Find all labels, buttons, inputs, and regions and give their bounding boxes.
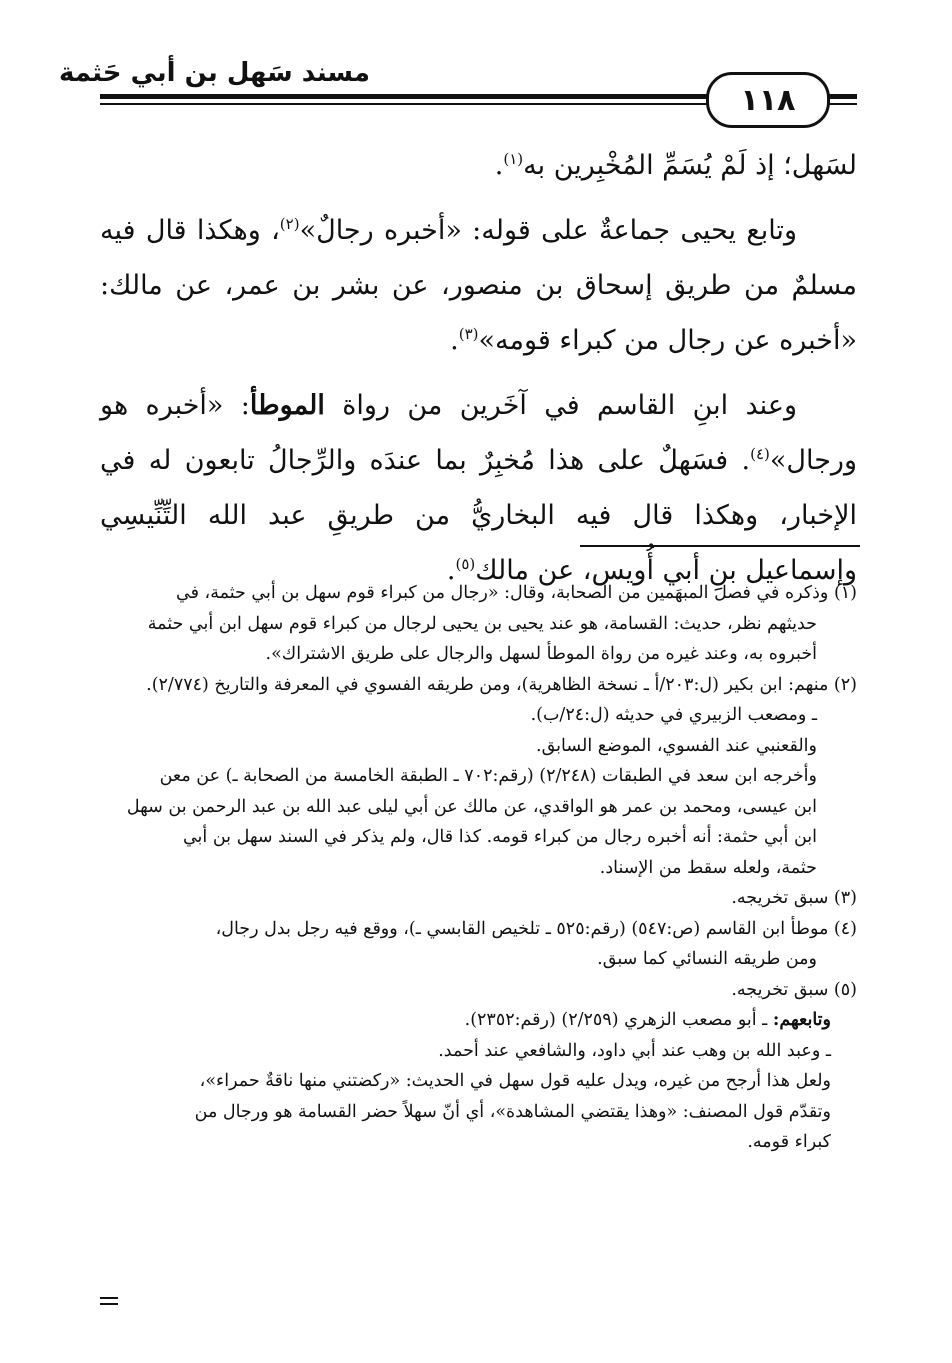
footnote-5-line-2: وتابعهم: ـ أبو مصعب الزهري (٢/٢٥٩) (رقم:٢٣٥٢). <box>464 1010 831 1030</box>
page-number-badge: ١١٨ <box>706 72 830 128</box>
footnote-5-line-3: ـ وعبد الله بن وهب عند أبي داود، والشافعي عند أحمد. <box>438 1040 831 1061</box>
footnote-3-line-1: (٣) سبق تخريجه. <box>731 888 857 908</box>
footnote-5-line-5: وتقدّم قول المصنف: «وهذا يقتضي المشاهدة»، أي أنّ سهلاً حضر القسامة هو ورجال من <box>194 1101 831 1122</box>
footnote-1-line-2: حديثهم نظر، حديث: القسامة، هو عند يحيى بن يحيى لرجال من كبراء قوم سهل ابن أبي حثمة <box>147 613 817 634</box>
footnote-5-line-6: كبراء قومه. <box>747 1132 831 1152</box>
footnote-2-line-3: والقعنبي عند الفسوي، الموضع السابق. <box>536 735 817 756</box>
footnote-ref-1[interactable]: (١) <box>503 150 524 168</box>
footnote-2-line-7: حثمة، ولعله سقط من الإسناد. <box>599 857 817 878</box>
footnote-1-line-3: أخبروه به، وعند غيره من رواة الموطأ لسهل والرجال على طريق الاشتراك». <box>265 644 817 664</box>
page-end-mark <box>100 1297 118 1305</box>
footnote-2-line-2: ـ ومصعب الزبيري في حديثه (ل:٢٤/ب). <box>530 705 817 725</box>
footnote-5-line-4: ولعل هذا أرجح من غيره، ويدل عليه قول سهل في الحديث: «ركضتني منها ناقةٌ حمراء»، <box>199 1071 831 1091</box>
footnotes <box>100 578 857 1158</box>
footnote-ref-4[interactable]: (٤) <box>750 445 770 463</box>
paragraph-1: لسَهل؛ إذ لَمْ يُسَمِّ المُخْبِرين به$^{(١)}$. <box>494 150 857 181</box>
footnote-ref-2[interactable]: (٢) <box>279 215 300 233</box>
footnote-ref-3[interactable]: (٣) <box>458 325 479 343</box>
muwatta-title: الموطأ <box>249 390 325 421</box>
footnote-4-line-2: ومن طريقه النسائي كما سبق. <box>597 949 817 969</box>
footnote-2-line-1: (٢) منهم: ابن بكير (ل:٢٠٣/أ ـ نسخة الظاهرية)، ومن طريقه الفسوي في المعرفة والتاريخ (٢/٧٧٤). <box>146 674 857 695</box>
footnote-ref-5[interactable]: (٥) <box>455 555 476 573</box>
running-header-title: مسند سَهل بن أبي حَثمة <box>58 58 370 88</box>
footnote-1-line-1: (١) وذكره في فصل المبهَمين من الصحابة، وقال: «رجال من كبراء قوم سهل بن أبي حثمة، في <box>176 583 857 603</box>
footnote-separator <box>580 545 860 547</box>
footnote-5-line-1: (٥) سبق تخريجه. <box>731 979 857 1000</box>
footnote-2-line-5: ابن عيسى، ومحمد بن عمر هو الواقدي، عن مالك عن أبي ليلى عبد الله بن عبد الرحمن بن سهل <box>126 796 817 817</box>
footnote-2-line-6: ابن أبي حثمة: أنه أخبره رجال من كبراء قومه. كذا قال، ولم يذكر في السند سهل بن أبي <box>182 827 817 847</box>
paragraph-2: وتابع يحيى جماعةٌ على قوله: «أخبره رجالٌ»$^{(٢)}$، وهكذا قال فيه مسلمٌ من طريق إسحاق بن منصور، عن بشر بن عمر، عن مالك: «أخبره عن رجال من كبراء قومه»$^{(٣)}$. <box>100 215 858 356</box>
footnote-2-line-4: وأخرجه ابن سعد في الطبقات (٢/٢٤٨) (رقم:٧٠٢ ـ الطبقة الخامسة من الصحابة ـ) عن معن <box>159 766 817 786</box>
main-text <box>100 138 857 598</box>
paragraph-3: وعند ابنِ القاسم في آخَرين من رواة الموطأ: «أخبره هو ورجال»$^{(٤)}$. فسَهلٌ على هذا مُخبِرٌ بما عندَه والرِّجالُ تابعون له في الإخبار، وهكذا قال فيه البخاريُّ من طريقِ عبد الله التِّنِّيسِي وإسماعيل بنِ أبي أُويس، عن مالك$^{(٥)}$. <box>100 390 857 586</box>
footnote-4-line-1: (٤) موطأ ابن القاسم (ص:٥٤٧) (رقم:٥٢٥ ـ تلخيص القابسي ـ)، ووقع فيه رجل بدل رجال، <box>215 918 857 939</box>
